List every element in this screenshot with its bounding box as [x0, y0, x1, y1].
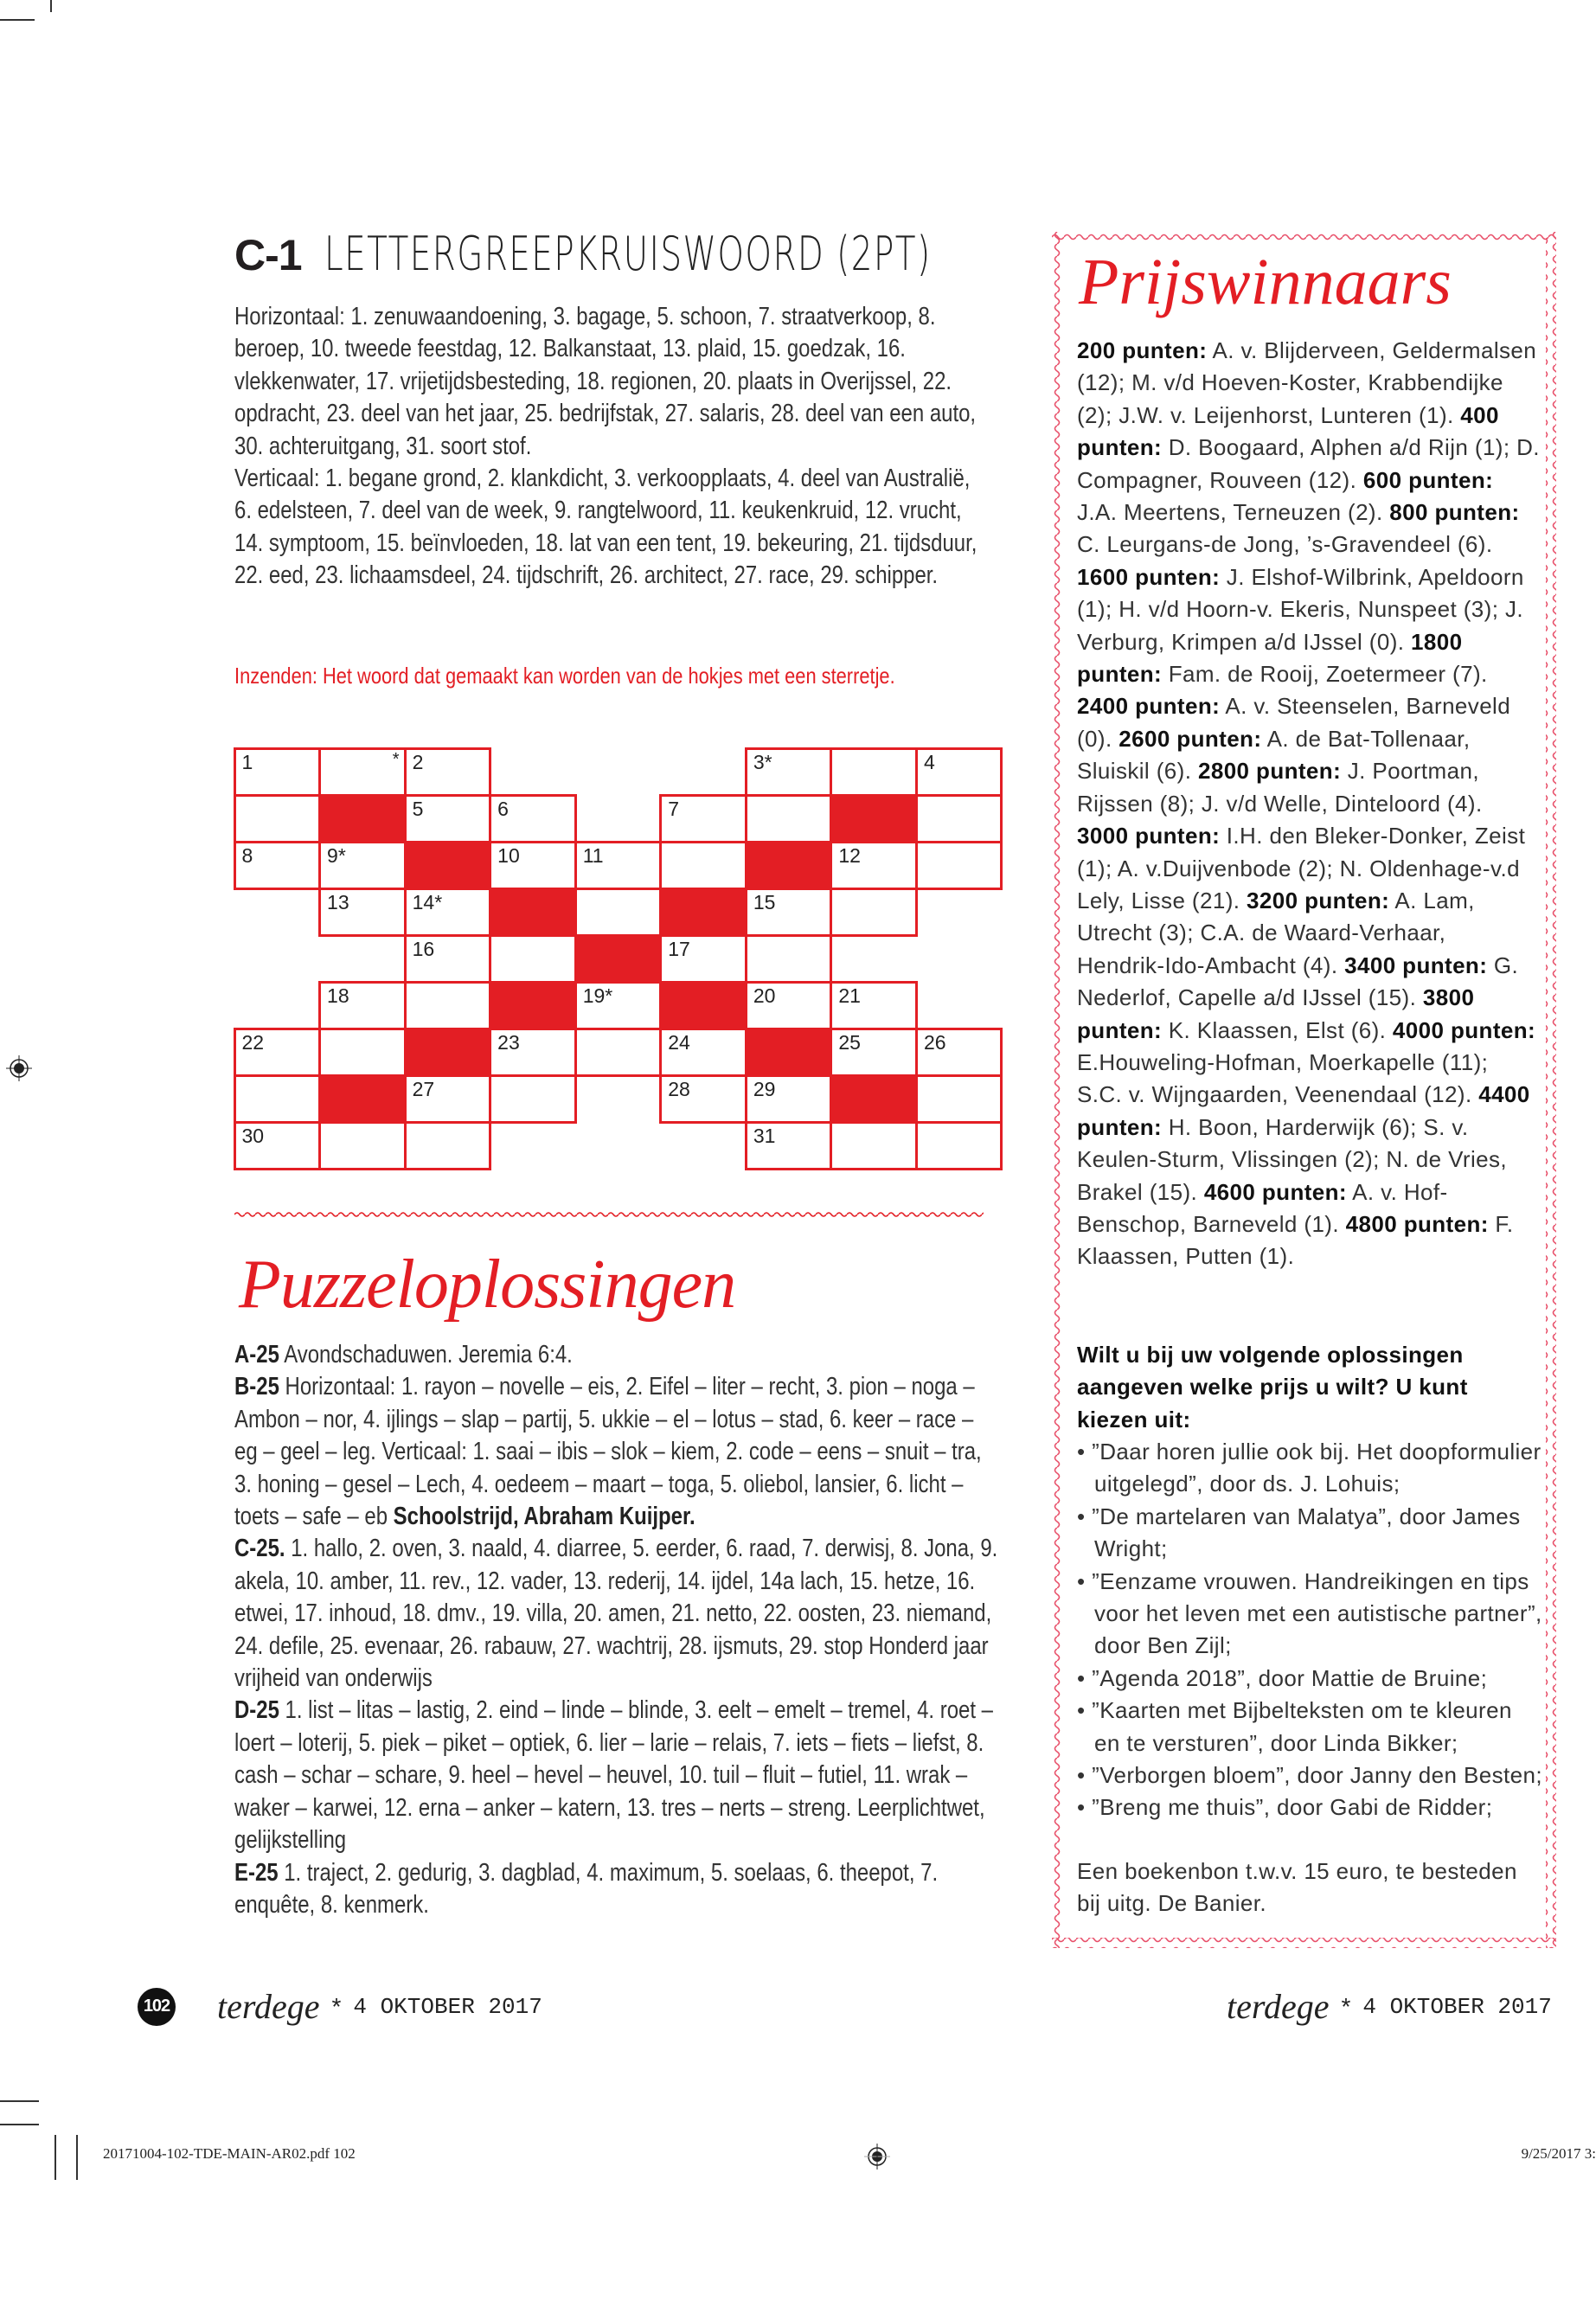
crop-mark: [54, 2135, 56, 2180]
submit-instruction: Inzenden: Het woord dat gemaakt kan worden van de hokjes met een sterretje.: [234, 663, 895, 689]
cell-number: 5: [412, 797, 424, 820]
grid-cell[interactable]: [318, 888, 407, 937]
grid-cell[interactable]: [745, 1074, 833, 1124]
grid-cell[interactable]: [745, 1121, 833, 1170]
registration-mark-icon: [864, 2144, 890, 2170]
grid-cell[interactable]: [404, 1121, 492, 1170]
prize-points: 3400 punten:: [1344, 952, 1488, 978]
cell-number: 20: [753, 984, 776, 1008]
cell-number: 10: [497, 843, 520, 867]
prize-names: A. de Bat-Tollenaar, Sluiskil (6).: [1077, 725, 1471, 785]
cell-number: 18: [327, 984, 349, 1008]
grid-block: [659, 981, 747, 1030]
prize-option: • ”Daar horen jullie ook bij. Het doopformulier uitgelegd”, door ds. J. Lohuis;: [1077, 1436, 1544, 1501]
prize-points: 400 punten:: [1077, 401, 1499, 461]
grid-cell[interactable]: [830, 1028, 918, 1077]
grid-cell[interactable]: [404, 934, 492, 984]
prize-option: • ”Verborgen bloem”, door Janny den Besten;: [1077, 1759, 1544, 1791]
registration-mark-icon: [6, 1055, 32, 1081]
grid-cell[interactable]: [318, 981, 407, 1030]
prize-question: Wilt u bij uw volgende oplossingen aangeven welke prijs u wilt? U kunt kiezen uit:: [1077, 1342, 1468, 1433]
prize-points: 4800 punten:: [1345, 1210, 1489, 1237]
prize-names: I.H. den Bleker-Donker, Zeist (1); A. v.Duijvenbode (2); N. Oldenhage-v.d Lely, Lisse (21).: [1077, 823, 1526, 913]
grid-cell[interactable]: [659, 1028, 747, 1077]
crop-mark: [76, 2135, 78, 2180]
grid-cell[interactable]: [574, 888, 663, 937]
prize-names: A. v. Steenselen, Barneveld (0).: [1077, 693, 1511, 752]
issue-date: 4 OKTOBER 2017: [1362, 1993, 1552, 2020]
prize-option: • ”De martelaren van Malatya”, door James Wright;: [1077, 1501, 1544, 1566]
solution-label: D-25: [234, 1696, 279, 1725]
grid-cell[interactable]: [234, 747, 322, 797]
crop-mark: [50, 0, 52, 12]
grid-cell[interactable]: [234, 794, 322, 843]
prize-names: J. Poortman, Rijssen (8); J. v/d Welle, Dinteloord (4).: [1077, 758, 1483, 817]
slug-timestamp: 9/25/2017 3:: [1521, 2145, 1596, 2162]
cell-number: 15: [753, 890, 776, 913]
solution-text: 1. traject, 2. gedurig, 3. dagblad, 4. maximum, 5. soelaas, 6. theepot, 7. enquête, 8. kenmerk.: [234, 1858, 939, 1919]
grid-cell[interactable]: [234, 1121, 322, 1170]
prize-points: 3800 punten:: [1077, 984, 1475, 1043]
grid-cell[interactable]: [318, 1121, 407, 1170]
grid-cell[interactable]: [489, 934, 577, 984]
prize-names: D. Boogaard, Alphen a/d Rijn (1); D. Compagner, Rouveen (12).: [1077, 434, 1540, 493]
solution-label: E-25: [234, 1858, 279, 1887]
prize-points: 1600 punten:: [1077, 563, 1221, 590]
solution-text: 1. hallo, 2. oven, 3. naald, 4. diarree, 5. eerder, 6. raad, 7. derwisj, 8. Jona, 9. akela, 10. amber, 11. rev., 12. vader, 13. rederij, 14. ijdel, 14a lach, 15. hetze, 16. etwei, 17. inhoud, 18. dmv., 19. villa, 20. amen, 21. netto, 22. oosten, 23. niemand, 24. defile, 25. evenaar, 26. rabauw, 27. wachtrij, 28. ijsmuts, 29. stop Honderd jaar vrijheid van onderwijs: [234, 1535, 998, 1693]
grid-cell[interactable]: [404, 794, 492, 843]
solution-label: C-25.: [234, 1535, 285, 1563]
grid-block: [489, 981, 577, 1030]
grid-block: [745, 841, 833, 890]
cell-number: 29: [753, 1078, 776, 1101]
grid-cell[interactable]: [745, 794, 833, 843]
cell-number: 23: [497, 1031, 520, 1054]
cell-number: 2: [412, 750, 424, 773]
crop-mark: [0, 2100, 39, 2102]
cell-number: 4: [923, 750, 935, 773]
prize-names: H. Boon, Harderwijk (6); S. v. Keulen-Sturm, Vlissingen (2); N. de Vries, Brakel (15).: [1077, 1113, 1508, 1205]
prize-points: 1800 punten:: [1077, 628, 1463, 688]
clues-vertical: Verticaal: 1. begane grond, 2. klankdicht, 3. verkoopplaats, 4. deel van Australië, 6. edelsteen, 7. deel van de week, 9. rangtelwoord, 11. keukenkruid, 12. vrucht, 14. symptoom, 15. beïnvloeden, 18. lat van een tent, 19. bekeuring, 21. tijdsduur, 22. eed, 23. lichaamsdeel, 24. tijdschrift, 26. architect, 27. race, 29. schipper.: [234, 465, 977, 590]
grid-block: [318, 794, 407, 843]
star-marker: *: [392, 749, 400, 769]
solution-item: [234, 1695, 999, 1856]
prize-option: • ”Kaarten met Bijbelteksten om te kleuren en te versturen”, door Linda Bikker;: [1077, 1695, 1544, 1759]
solution-item: [234, 1371, 999, 1533]
prize-option: • ”Breng me thuis”, door Gabi de Ridder;: [1077, 1791, 1544, 1823]
cell-number: 17: [668, 937, 690, 960]
grid-block: [574, 934, 663, 984]
solution-item: [234, 1339, 999, 1371]
prize-points: 4000 punten:: [1392, 1016, 1536, 1043]
solution-item: [234, 1533, 999, 1695]
prize-points: 800 punten:: [1389, 499, 1520, 526]
grid-cell[interactable]: [234, 1074, 322, 1124]
grid-block: [489, 888, 577, 937]
cell-number: 26: [923, 1031, 946, 1054]
grid-cell[interactable]: [659, 794, 747, 843]
grid-cell[interactable]: [659, 841, 747, 890]
crop-mark: [0, 2124, 39, 2125]
wavy-divider: [234, 1209, 984, 1220]
grid-cell[interactable]: [745, 934, 833, 984]
solution-text: Horizontaal: 1. rayon – novelle – eis, 2. Eifel – liter – recht, 3. pion – noga – Ambon – nor, 4. ijlings – slap – partij, 5. ukkie – el – lotus – stad, 6. keer – race – eg – geel – leg. Verticaal: 1. saai – ibis – slok – kiem, 2. code – eens – snuit – tra, 3. honing – gesel – Lech, 4. oedeem – maart – toga, 5. oliebol, lansier, 6. licht – toets – safe – eb: [234, 1373, 982, 1531]
crossword-grid: [234, 748, 1002, 1170]
prize-points: 200 punten:: [1077, 337, 1208, 363]
grid-cell[interactable]: [659, 934, 747, 984]
prize-winners-text: [1077, 335, 1540, 1273]
grid-cell[interactable]: [915, 1028, 1003, 1077]
grid-cell[interactable]: [830, 1121, 918, 1170]
cell-number: 14*: [412, 890, 443, 913]
prize-points: 2800 punten:: [1197, 758, 1342, 785]
grid-cell[interactable]: [234, 1028, 322, 1077]
prize-names: J. Elshof-Wilbrink, Apeldoorn (1); H. v/d Hoorn-v. Ekeris, Nunspeet (3); J. Verburg, Krimpen a/d IJssel (0).: [1077, 563, 1524, 655]
grid-cell[interactable]: [318, 841, 407, 890]
prize-winners-heading: Prijswinnaars: [1079, 246, 1452, 318]
cell-number: 19*: [582, 984, 613, 1008]
brand-logo: terdege: [217, 1987, 320, 2026]
grid-cell[interactable]: [915, 1121, 1003, 1170]
prize-points: 600 punten:: [1362, 466, 1494, 493]
solution-label: A-25: [234, 1341, 279, 1368]
grid-cell[interactable]: [234, 841, 322, 890]
grid-cell[interactable]: [318, 1028, 407, 1077]
cell-number: 30: [241, 1125, 265, 1148]
prize-names: Fam. de Rooij, Zoetermeer (7).: [1162, 661, 1488, 688]
prize-voucher: Een boekenbon t.w.v. 15 euro, te besteden bij uitg. De Banier.: [1077, 1858, 1517, 1917]
crop-mark: [0, 19, 35, 21]
grid-block: [830, 1074, 918, 1124]
cell-number: 7: [668, 797, 680, 820]
cell-number: 3*: [753, 750, 772, 773]
puzzle-title: [234, 227, 1167, 281]
brand-logo: terdege: [1227, 1987, 1330, 2026]
prize-names: A. v. Hof- Benschop, Barneveld (1).: [1077, 1178, 1448, 1237]
puzzle-clues: [234, 301, 983, 593]
cell-number: 24: [668, 1031, 690, 1054]
issue-date: 4 OKTOBER 2017: [353, 1993, 542, 2020]
grid-cell[interactable]: [404, 981, 492, 1030]
prize-names: G. Nederlof, Capelle a/d IJssel (15).: [1077, 952, 1519, 1011]
solution-item: [234, 1857, 999, 1922]
solution-answer: Schoolstrijd, Abraham Kuijper.: [393, 1503, 695, 1531]
prize-names: A. Lam, Utrecht (3); C.A. de Waard-Verhaar, Hendrik-Ido-Ambacht (4).: [1077, 887, 1475, 978]
prize-options: [1077, 1436, 1544, 1824]
grid-cell[interactable]: [404, 888, 492, 937]
grid-cell[interactable]: [915, 1074, 1003, 1124]
grid-cell[interactable]: [915, 747, 1003, 797]
prize-names: F. Klaassen, Putten (1).: [1077, 1210, 1514, 1270]
grid-cell[interactable]: [404, 1074, 492, 1124]
prize-points: 3000 punten:: [1077, 823, 1221, 849]
cell-number: 1: [241, 750, 253, 773]
cell-number: 25: [838, 1031, 861, 1054]
cell-number: 27: [412, 1078, 435, 1101]
grid-block: [830, 794, 918, 843]
cell-number: 22: [241, 1031, 265, 1054]
grid-cell[interactable]: [745, 981, 833, 1030]
grid-cell[interactable]: [745, 747, 833, 797]
grid-cell[interactable]: [404, 747, 492, 797]
grid-cell[interactable]: [574, 981, 663, 1030]
grid-cell[interactable]: [830, 888, 918, 937]
prize-points: 4600 punten:: [1203, 1178, 1347, 1205]
grid-block: [318, 1074, 407, 1124]
puzzle-code: C-1: [234, 231, 302, 279]
solution-text: Avondschaduwen. Jeremia 6:4.: [279, 1341, 573, 1368]
grid-cell[interactable]: [915, 841, 1003, 890]
footer-right: [1227, 1986, 1552, 2027]
solution-label: B-25: [234, 1373, 279, 1401]
grid-cell[interactable]: [745, 888, 833, 937]
grid-cell[interactable]: [830, 747, 918, 797]
solution-text: 1. list – litas – lastig, 2. eind – linde – blinde, 3. eelt – emelt – tremel, 4. roet – loert – loterij, 5. piek – piket – optiek, 6. lier – larie – relais, 7. iets – fiets – liefst, 8. cash – schar – schare, 9. heel – hevel – heuvel, 10. tuil – fluit – futiel, 11. wrak – waker – karwei, 12. erna – anker – katern, 13. tres – nerts – streng. Leerplichtwet, gelijkstelling: [234, 1696, 993, 1855]
grid-cell[interactable]: [489, 1028, 577, 1077]
prize-points: 4400 punten:: [1077, 1081, 1530, 1140]
grid-block: [404, 1028, 492, 1077]
prize-names: J.A. Meertens, Terneuzen (2).: [1077, 499, 1390, 526]
prize-names: K. Klaassen, Elst (6).: [1162, 1016, 1393, 1043]
grid-cell[interactable]: [574, 1028, 663, 1077]
prize-option: • ”Eenzame vrouwen. Handreikingen en tips voor het leven met een autistische partner”, door Ben Zijl;: [1077, 1566, 1544, 1663]
grid-cell[interactable]: [574, 841, 663, 890]
prize-points: 2600 punten:: [1118, 725, 1262, 752]
grid-block: [404, 841, 492, 890]
cell-number: 6: [497, 797, 509, 820]
cell-number: 16: [412, 937, 435, 960]
grid-block: [659, 888, 747, 937]
prize-names: E.Houweling-Hofman, Moerkapelle (11); S.C. v. Wijngaarden, Veenendaal (12).: [1077, 1048, 1489, 1108]
cell-number: 11: [582, 843, 604, 867]
grid-cell[interactable]: [915, 794, 1003, 843]
cell-number: 21: [838, 984, 861, 1008]
solutions-heading: Puzzeloplossingen: [239, 1247, 736, 1323]
puzzle-name: LETTERGREEPKRUISWOORD (2PT): [324, 227, 932, 281]
cell-number: 8: [241, 843, 253, 867]
grid-cell[interactable]: [489, 794, 577, 843]
clues-horizontal: Horizontaal: 1. zenuwaandoening, 3. bagage, 5. schoon, 7. straatverkoop, 8. beroep, 10. tweede feestdag, 12. Balkanstaat, 13. plaid, 15. goedzak, 16. vlekkenwater, 17. vrijetijdsbesteding, 18. regionen, 20. plaats in Overijssel, 22. opdracht, 23. deel van het jaar, 25. bedrijfstak, 27. salaris, 28. deel van een auto, 30. achteruitgang, 31. soort stof.: [234, 303, 977, 460]
grid-cell[interactable]: [830, 841, 918, 890]
grid-block: [745, 1028, 833, 1077]
grid-cell[interactable]: [830, 981, 918, 1030]
prize-names: C. Leurgans-de Jong, ’s-Gravendeel (6).: [1077, 531, 1493, 558]
prize-points: 2400 punten:: [1077, 693, 1221, 720]
grid-cell[interactable]: [318, 747, 407, 797]
page-number-badge: 102: [138, 1988, 176, 2026]
star-icon: *: [1341, 1992, 1351, 2020]
cell-number: 31: [753, 1125, 776, 1148]
prize-names: A. v. Blijderveen, Geldermalsen (12); M. v/d Hoeven-Koster, Krabbendijke (2); J.W. v. Leijenhorst, Lunteren (1).: [1077, 337, 1537, 428]
grid-cell[interactable]: [489, 841, 577, 890]
grid-cell[interactable]: [659, 1074, 747, 1124]
star-icon: *: [331, 1992, 342, 2020]
prize-option: • ”Agenda 2018”, door Mattie de Bruine;: [1077, 1663, 1544, 1695]
cell-number: 13: [327, 890, 349, 913]
cell-number: 12: [838, 843, 861, 867]
grid-cell[interactable]: [489, 1074, 577, 1124]
prize-points: 3200 punten:: [1247, 887, 1390, 913]
slug-filename: 20171004-102-TDE-MAIN-AR02.pdf 102: [103, 2145, 356, 2162]
footer-left: [138, 1986, 542, 2027]
cell-number: 9*: [327, 843, 346, 867]
solutions-list: [234, 1339, 999, 1921]
cell-number: 28: [668, 1078, 690, 1101]
